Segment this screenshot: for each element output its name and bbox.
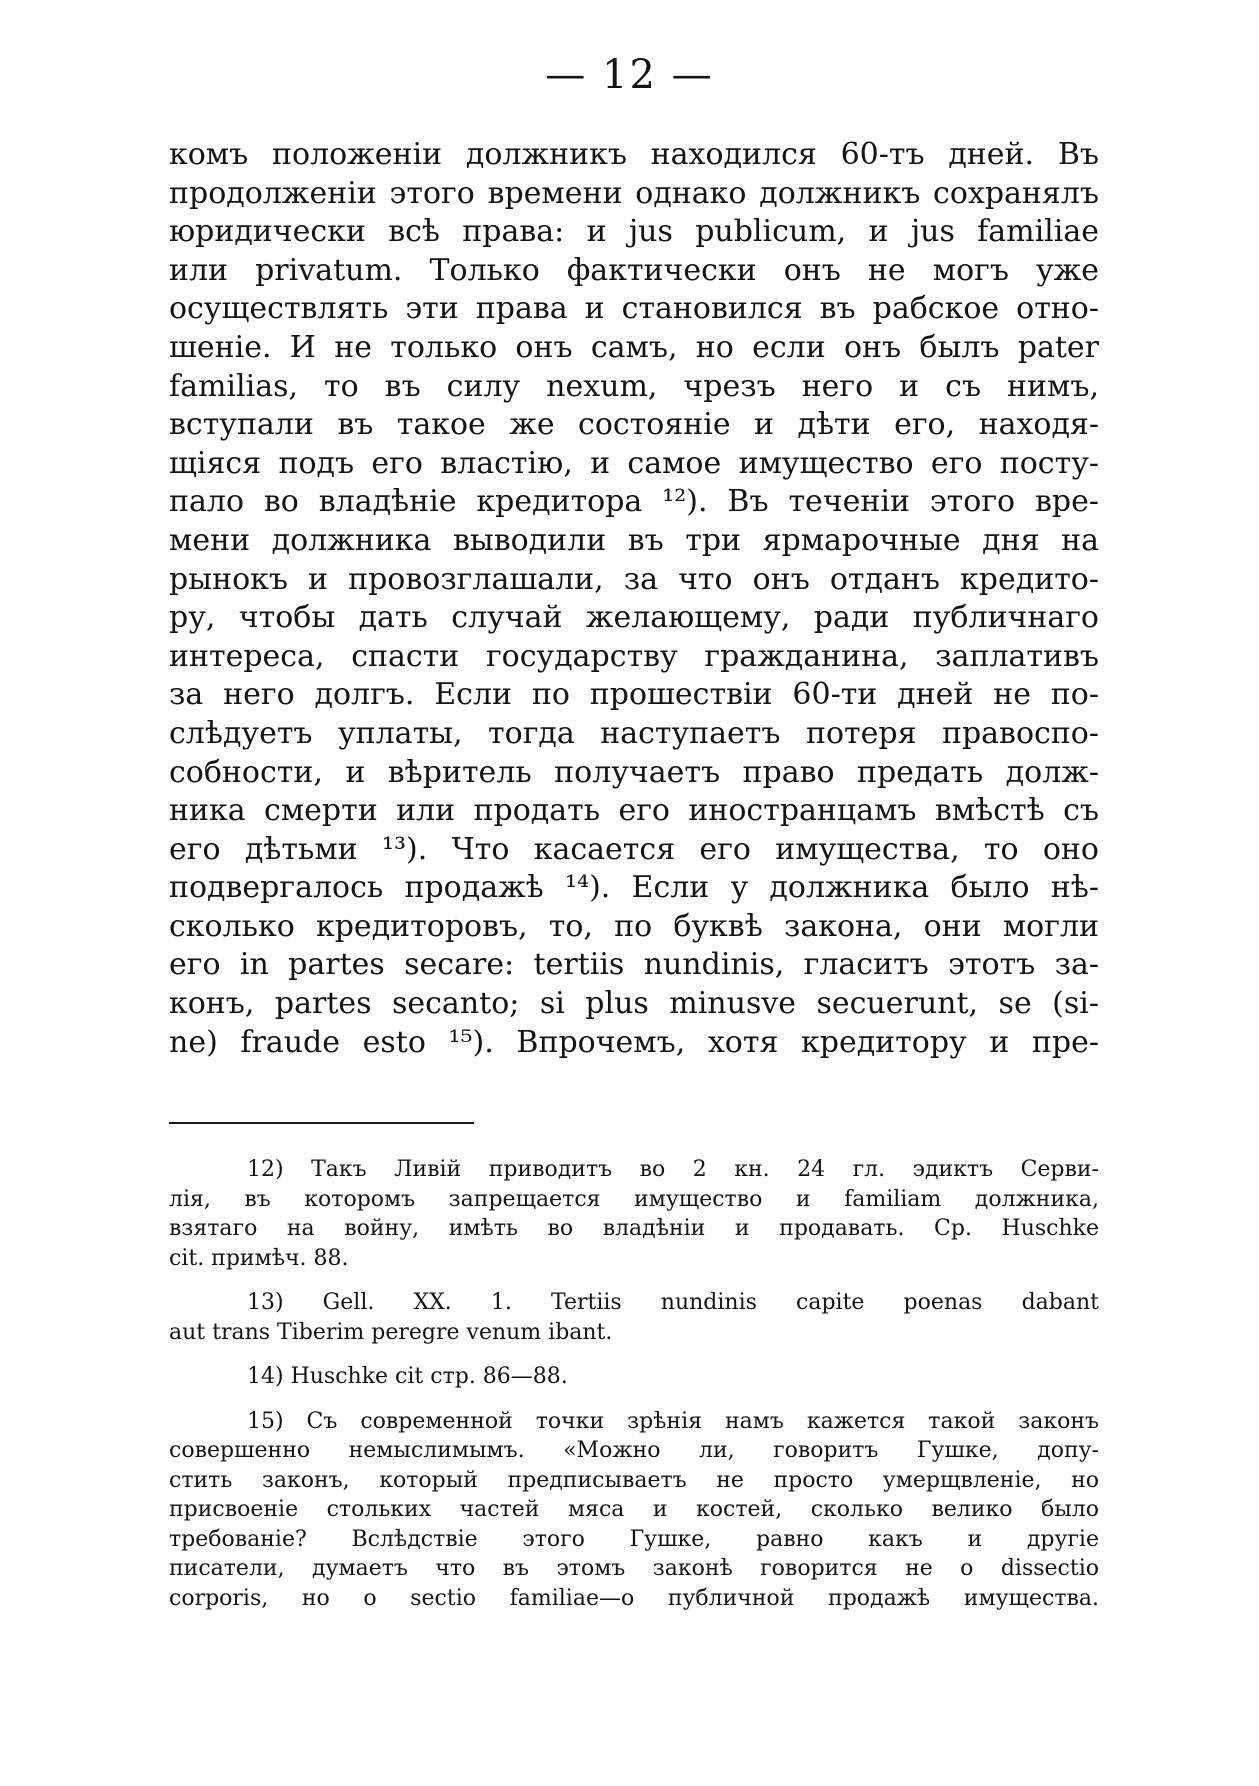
footnote-line: взятаго на войну, имѣть во владѣнiи и продавать. Ср. Huschke [169,1216,1099,1241]
footnote-line: cit. примѣч. 88. [169,1245,349,1271]
text-line: рынокъ и провозглашали, за что онъ отданъ кредито- [169,561,1099,597]
footnote-line: стить законъ, который предписываетъ не просто умерщвленiе, но [169,1467,1099,1493]
text-line: ру, чтобы дать случай желающему, ради публичнаго [169,600,1099,636]
footnote-12 [169,1155,1099,1273]
text-line: его in partes secare: tertiis nundinis, гласитъ этотъ за- [169,947,1099,983]
page-number: — 12 — [545,52,714,98]
footnote-14 [169,1362,1099,1392]
footnote-13 [169,1288,1099,1347]
text-line: подвергалось продажѣ ¹⁴). Если у должника было нѣ- [169,870,1099,906]
footnote-line: лiя, въ которомъ запрещается имущество и familiam должника, [169,1186,1099,1212]
text-line: слѣдуетъ уплаты, тогда наступаетъ потеря правоспо- [169,715,1099,751]
text-line: его дѣтьми ¹³). Что касается его имущества, то оно [169,831,1099,867]
main-text [169,136,1099,1062]
text-line: за него долгъ. Если по прошествiи 60-ти дней не по- [169,677,1099,713]
text-line: ника смерти или продать его иностранцамъ вмѣстѣ съ [169,793,1099,829]
text-line: или privatum. Только фактически онъ не могъ уже [169,252,1099,288]
footnotes [169,1155,1099,1628]
text-line: мени должника выводили въ три ярмарочные дня на [169,522,1099,558]
footnote-line: 14) Huschke cit стр. 86—88. [247,1364,568,1389]
footnote-line: присвоенiе стольких частей мяса и костей, сколько велико было [169,1497,1099,1522]
text-line: комъ положенiи должникъ находился 60-тъ дней. Въ [169,137,1099,172]
footnote-line: corporis, но о sectio familiae—о публичной продажѣ имущества. [169,1585,1099,1611]
footnote-15 [169,1407,1099,1614]
text-line: сколько кредиторовъ, то, по буквѣ закона, они могли [169,908,1099,944]
footnote-line: 13) Gell. XX. 1. Tertiis nundinis capite poenas dabant [247,1290,1099,1315]
text-line: вступали въ такое же состоянiе и дѣти его, находя- [169,407,1099,443]
text-line: осуществлять эти права и становился въ рабское отно- [169,291,1099,327]
footnote-line: писатели, думаетъ что въ этомъ законѣ говорится не о dissectio [169,1556,1099,1581]
footnote-line: требованiе? Вслѣдствiе этого Гушке, равно какъ и другiе [169,1526,1099,1552]
footnote-line: 12) Такъ Ливiй приводитъ во 2 кн. 24 гл. эдиктъ Серви- [247,1157,1099,1182]
text-line: ne) fraude esto ¹⁵). Впрочемъ, хотя кредитору и пре- [169,1024,1099,1060]
text-line: юридически всѣ права: и jus publicum, и jus familiae [169,214,1099,250]
text-line: familias, то въ силу nexum, чрезъ него и съ нимъ, [169,368,1099,404]
text-line: продолженiи этого времени однако должникъ сохранялъ [169,175,1099,211]
text-line: щiяся подъ его властiю, и самое имущество его посту- [169,445,1099,481]
text-line: конъ, partes secanto; si plus minusve secuerunt, se (si- [169,986,1099,1022]
footnote-line: совершенно немыслимымъ. «Можно ли, говоритъ Гушке, допу- [169,1438,1099,1463]
footnote-line: aut trans Tiberim peregre venum ibant. [169,1319,613,1345]
text-line: шенiе. И не только онъ самъ, но если онъ былъ pater [169,329,1099,365]
footnote-divider [169,1122,474,1124]
text-line: собности, и вѣритель получаетъ право предать долж- [169,754,1099,790]
footnote-line: 15) Съ современной точки зрѣнiя намъ кажется такой законъ [247,1408,1099,1434]
text-line: интереса, спасти государству гражданина, заплативъ [169,638,1099,674]
text-line: пало во владѣнiе кредитора ¹²). Въ теченiи этого вре- [169,484,1099,520]
